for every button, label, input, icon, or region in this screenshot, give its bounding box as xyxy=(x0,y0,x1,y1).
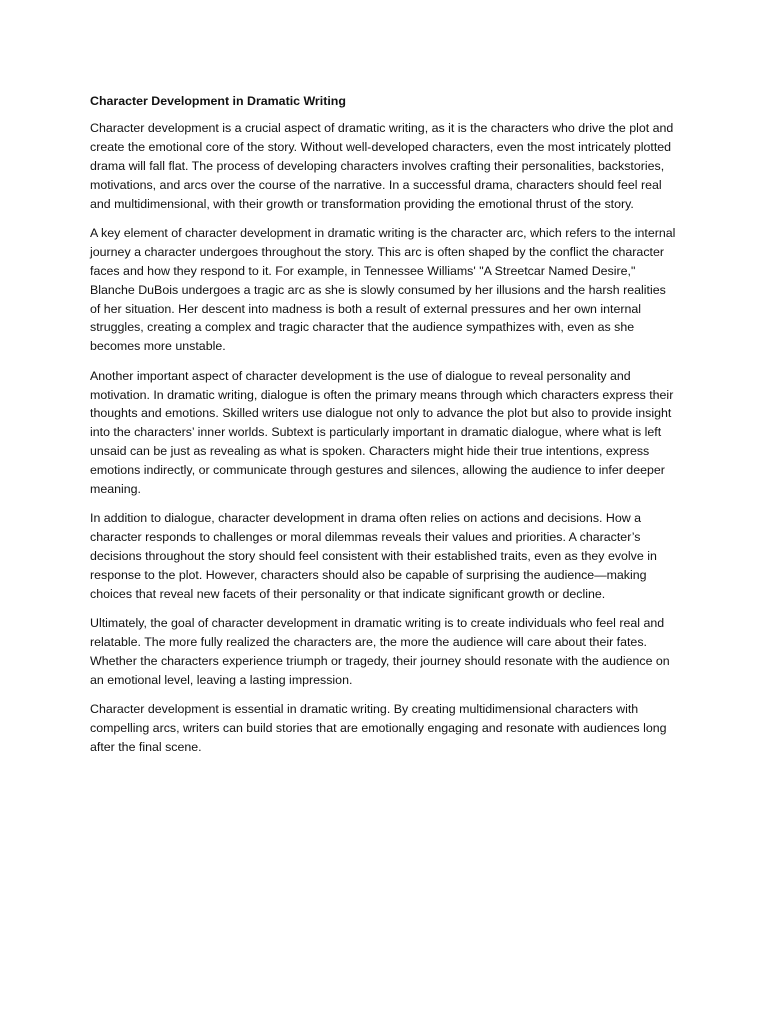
paragraph-6: Character development is essential in dramatic writing. By creating multidimensional characters with compelling arcs, writers can build stories that are emotionally engaging and resonate with audiences long after the final scene. xyxy=(90,702,667,755)
document-title: Character Development in Dramatic Writing xyxy=(90,94,346,108)
paragraph-5: Ultimately, the goal of character development in dramatic writing is to create individuals who feel real and relatable. The more fully realized the characters are, the more the audience will care about their fates. Whether the characters experience triumph or tragedy, their journey should resonate with the audience on an emotional level, leaving a lasting impression. xyxy=(90,616,670,688)
paragraph-2: A key element of character development in dramatic writing is the character arc, which refers to the internal journey a character undergoes throughout the story. This arc is often shaped by the conflict the character faces and how they respond to it. For example, in Tennessee Williams' "A Streetcar Named Desire," Blanche DuBois undergoes a tragic arc as she is slowly consumed by her illusions and the harsh realities of her situation. Her descent into madness is both a result of external pressures and her own internal struggles, creating a complex and tragic character that the audience sympathizes with, even as she becomes more unstable. xyxy=(90,225,676,354)
paragraph-1: Character development is a crucial aspect of dramatic writing, as it is the characters who drive the plot and create the emotional core of the story. Without well-developed characters, even the most intricately plotted drama will fall flat. The process of developing characters involves crafting their personalities, backstories, motivations, and arcs over the course of the narrative. In a successful drama, characters should feel real and multidimensional, with their growth or transformation providing the emotional thrust of the story. xyxy=(90,121,674,211)
paragraph-4: In addition to dialogue, character development in drama often relies on actions and decisions. How a character responds to challenges or moral dilemmas reveals their values and priorities. A character’s decisions throughout the story should feel consistent with their established traits, even as they evolve in response to the plot. However, characters should also be capable of surprising the audience—making choices that reveal new facets of their personality or that indicate significant growth or decline. xyxy=(90,511,657,602)
document-body xyxy=(90,92,678,767)
paragraph-3: Another important aspect of character development is the use of dialogue to reveal personality and motivation. In dramatic writing, dialogue is often the primary means through which characters express their thoughts and emotions. Skilled writers use dialogue not only to advance the plot but also to provide insight into the characters’ inner worlds. Subtext is particularly important in dramatic dialogue, where what is left unsaid can be just as revealing as what is spoken. Characters might hide their true intentions, express emotions indirectly, or communicate through gestures and silences, allowing the audience to infer deeper meaning. xyxy=(90,368,674,497)
